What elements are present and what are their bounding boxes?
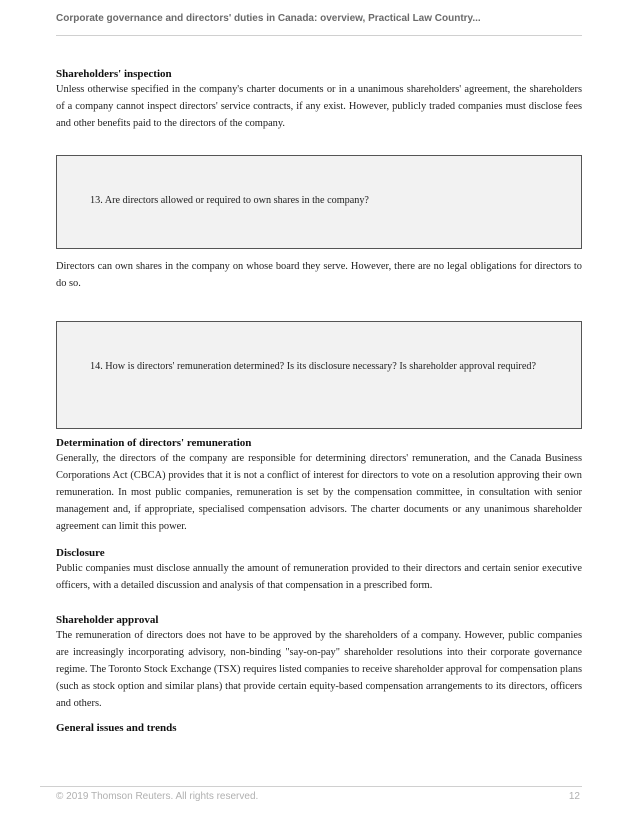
question-text: 13. Are directors allowed or required to own shares in the company? <box>90 195 369 206</box>
answer-paragraph: Directors can own shares in the company on whose board they serve. However, there are no legal obligations for directors to do so. <box>56 261 582 289</box>
section-paragraph: Unless otherwise specified in the company's charter documents or in a unanimous shareholders' agreement, the shareholders of a company cannot inspect directors' service contracts, if any exist. However, publicly traded companies must disclose fees and other benefits paid to the directors of the company. <box>56 84 582 129</box>
section-heading: Determination of directors' remuneration <box>56 437 252 449</box>
section-paragraph: Public companies must disclose annually the amount of remuneration provided to their directors and certain senior executive officers, with a detailed discussion and analysis of that compensation in a prescribed form. <box>56 563 582 591</box>
section-paragraph: The remuneration of directors does not have to be approved by the shareholders of a company. However, public companies are increasingly incorporating advisory, non-binding "say-on-pay" shareholder resolutions into their corporate governance regime. The Toronto Stock Exchange (TSX) requires listed companies to receive shareholder approval for compensation plans (such as stock option and similar plans) that provide certain equity-based compensation arrangements to its directors, officers and others. <box>56 630 582 709</box>
running-header: Corporate governance and directors' duties in Canada: overview, Practical Law Country... <box>56 13 481 24</box>
section-disclosure <box>56 546 582 594</box>
section-determination <box>56 436 582 535</box>
section-general-issues <box>56 721 582 735</box>
question-box-14 <box>56 321 582 429</box>
footer-divider <box>40 786 582 787</box>
question-text: 14. How is directors' remuneration determined? Is its disclosure necessary? Is shareholder approval required? <box>90 361 536 372</box>
section-heading: Shareholders' inspection <box>56 68 172 80</box>
footer-copyright: © 2019 Thomson Reuters. All rights reserved. <box>56 791 259 802</box>
question-box-13 <box>56 155 582 249</box>
section-heading: Disclosure <box>56 547 105 559</box>
section-shareholder-approval <box>56 613 582 712</box>
answer-13 <box>56 258 582 292</box>
section-shareholders-inspection <box>56 67 582 132</box>
header-divider <box>56 35 582 36</box>
section-heading: General issues and trends <box>56 722 177 734</box>
page-number: 12 <box>568 791 580 802</box>
section-heading: Shareholder approval <box>56 614 159 626</box>
section-paragraph: Generally, the directors of the company are responsible for determining directors' remuneration, and the Canada Business Corporations Act (CBCA) provides that it is not a conflict of interest for directors to vote on a resolution approving their own remuneration. In most public companies, remuneration is set by the compensation committee, in consultation with senior management and, if appropriate, specialised compensation advisors. The charter documents or any unanimous shareholder agreement can limit this power. <box>56 453 582 532</box>
